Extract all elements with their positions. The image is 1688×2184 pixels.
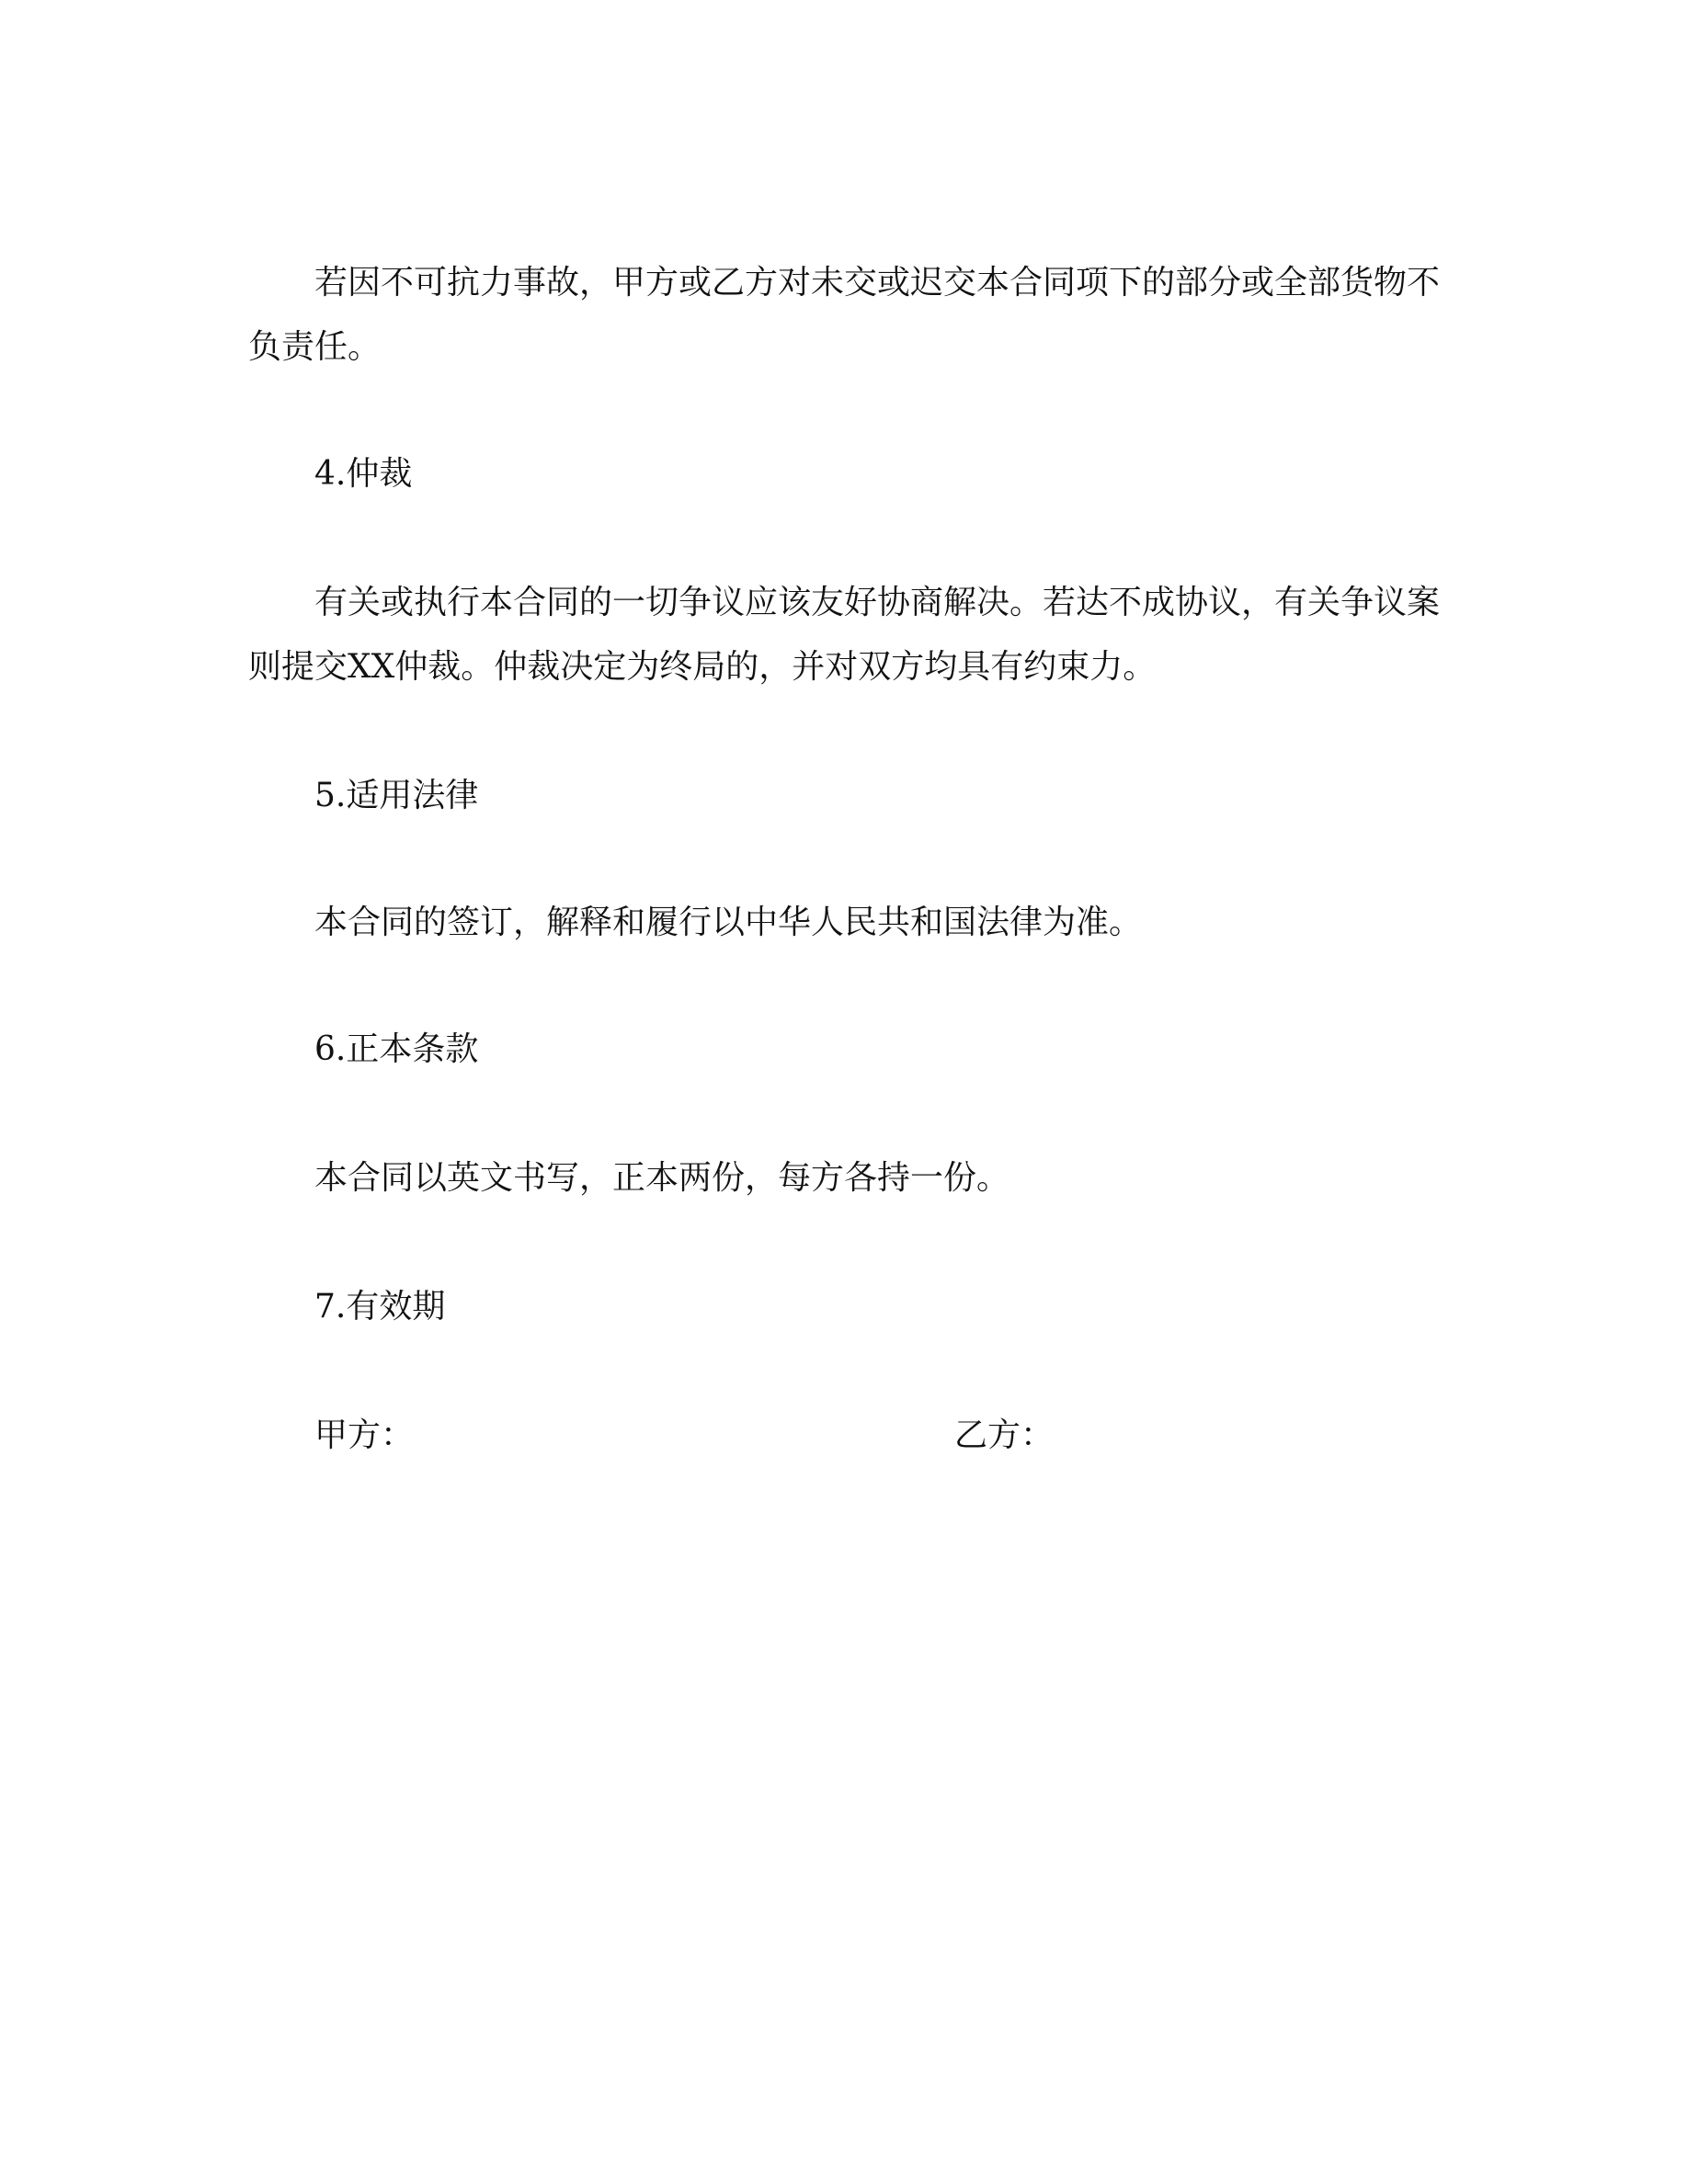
section-6-heading: 6.正本条款 [314, 1030, 479, 1068]
section-5-heading: 5.适用法律 [314, 777, 479, 814]
section-5-body: 本合同的签订，解释和履行以中华人民共和国法律为准。 [314, 904, 1143, 941]
section-4-body-line-1: 有关或执行本合同的一切争议应该友好协商解决。若达不成协议，有关争议案 [314, 584, 1441, 621]
section-4-body-line-2: 则提交XX仲裁。仲裁决定为终局的，并对双方均具有约束力。 [248, 648, 1157, 686]
section-6-body: 本合同以英文书写，正本两份，每方各持一份。 [314, 1159, 1010, 1197]
party-a-signature-label: 甲方： [314, 1416, 415, 1454]
force-majeure-line-2: 负责任。 [248, 328, 382, 366]
party-b-signature-label: 乙方： [954, 1416, 1055, 1454]
force-majeure-line-1: 若因不可抗力事故，甲方或乙方对未交或迟交本合同项下的部分或全部货物不 [314, 264, 1441, 301]
section-7-heading: 7.有效期 [314, 1288, 446, 1325]
section-4-heading: 4.仲裁 [314, 455, 413, 493]
